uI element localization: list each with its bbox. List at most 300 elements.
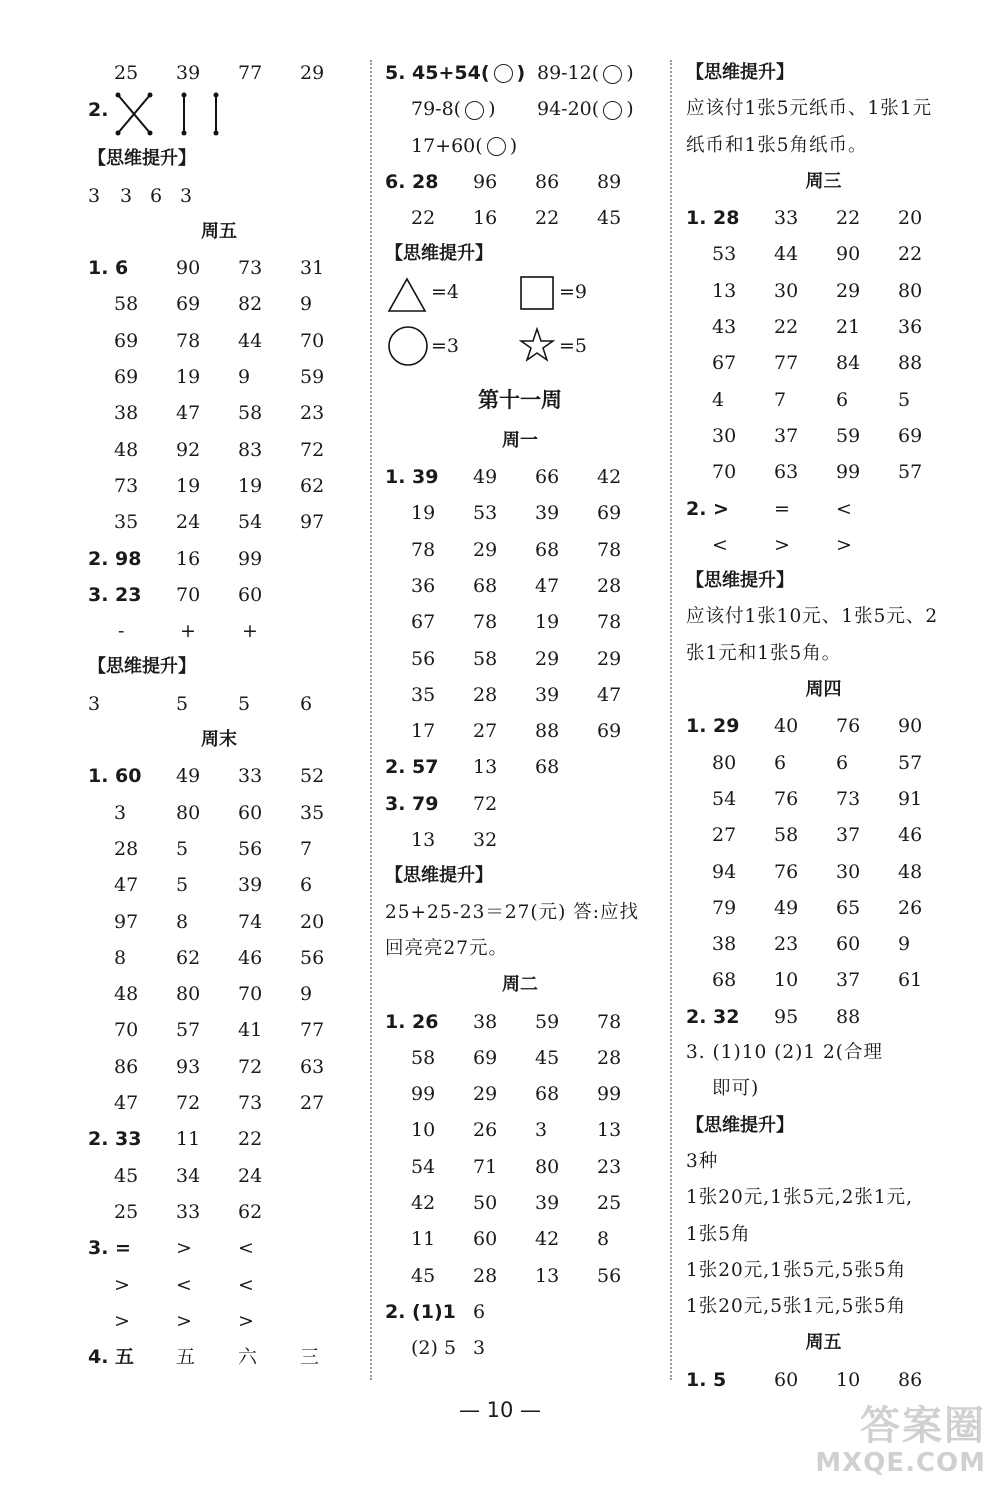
answer-row: 4. 五 五 六 三: [88, 1346, 320, 1369]
answer-value: 69: [114, 366, 139, 389]
answer-value: 4: [712, 388, 725, 411]
answer-value: 31: [300, 257, 325, 280]
answer-value: 40: [774, 715, 799, 738]
answer-value: 65: [836, 896, 861, 919]
answer-value: 8: [114, 946, 127, 969]
answer-value: 80: [176, 983, 201, 1006]
answer-value: 28: [597, 1046, 622, 1069]
section-heading: 【思维提升】: [385, 865, 493, 887]
section-heading: 【思维提升】: [385, 243, 493, 265]
section-heading: 【思维提升】: [88, 148, 196, 170]
answer-value: 9: [898, 933, 911, 956]
answer-value: 35: [411, 683, 436, 706]
day-heading: 周五: [201, 220, 237, 242]
answer-value: <: [238, 1237, 254, 1260]
answer-row: [385, 568, 655, 604]
answer-value: 57: [176, 1019, 201, 1042]
answer-value: 44: [238, 329, 263, 352]
answer-row: [88, 286, 350, 322]
answer-value: 24: [176, 511, 201, 534]
answer-value: 2. 33: [88, 1128, 142, 1151]
answer-value: 9: [300, 293, 313, 316]
answer-value: 5: [176, 837, 189, 860]
answer-grid: [385, 459, 655, 749]
answer-row: 2. 32 95 88: [686, 1005, 861, 1028]
answer-value: 13: [712, 279, 737, 302]
answer-value: 58: [411, 1046, 436, 1069]
answer-value: 46: [898, 824, 923, 847]
explanation-text: 应该付1张10元、1张5元、2: [686, 606, 939, 628]
answer-value: 7: [300, 837, 313, 860]
answer-value: 72: [176, 1092, 201, 1115]
answer-value: 44: [774, 243, 799, 266]
answer-row: [88, 795, 350, 831]
answer-value: 76: [774, 860, 799, 883]
answer-row: [385, 1040, 655, 1076]
answer-row: [88, 1012, 350, 1048]
answer-value: 19: [176, 366, 201, 389]
answer-value: 29: [473, 1083, 498, 1106]
answer-value: 59: [535, 1010, 560, 1033]
circle-blank-icon: [487, 137, 506, 156]
answer-row: [686, 491, 961, 527]
answer-value: 1. 60: [88, 765, 142, 788]
page-number: — 10 —: [458, 1398, 542, 1422]
answer-row: [385, 604, 655, 640]
answer-value: 38: [712, 933, 737, 956]
answer-value: 39: [238, 874, 263, 897]
answer-value: 37: [774, 424, 799, 447]
explanation-text: 张1元和1张5角。: [686, 642, 842, 664]
answer-value: 19: [176, 474, 201, 497]
answer-value: 90: [898, 715, 923, 738]
answer-value: 69: [898, 424, 923, 447]
answer-row: [88, 359, 350, 395]
answer-value: 36: [898, 316, 923, 339]
week-title: 第十一周: [478, 387, 562, 412]
answer-value: 30: [836, 860, 861, 883]
answer-value: 68: [535, 1083, 560, 1106]
answer-row: 79-8( ) 94-20( ): [411, 98, 634, 121]
circle-icon: [387, 325, 429, 367]
answer-value: 68: [473, 574, 498, 597]
answer-value: 58: [114, 293, 139, 316]
answer-value: 25: [114, 1200, 139, 1223]
answer-value: 32: [473, 829, 498, 852]
answer-value: 27: [473, 720, 498, 743]
answer-value: 52: [300, 765, 325, 788]
answer-value: 76: [774, 787, 799, 810]
answer-value: 73: [114, 474, 139, 497]
answer-value: 6. 28: [385, 170, 439, 193]
answer-value: 24: [238, 1164, 263, 1187]
answer-value: 70: [114, 1019, 139, 1042]
answer-row: 5. 45+54( ) 89-12( ): [385, 62, 634, 84]
square-icon: [519, 275, 555, 311]
answer-value: 8: [176, 910, 189, 933]
answer-value: 41: [238, 1019, 263, 1042]
answer-value: 57: [898, 461, 923, 484]
answer-value: 1. 26: [385, 1010, 439, 1033]
answer-value: 29: [473, 538, 498, 561]
answer-row: 1. 5 60 10 86: [686, 1368, 923, 1391]
answer-row: [88, 432, 350, 468]
answer-row: [88, 504, 350, 540]
day-heading: 周二: [502, 974, 538, 996]
answer-value: 46: [238, 946, 263, 969]
answer-value: 48: [898, 860, 923, 883]
day-heading: 周三: [805, 170, 842, 192]
answer-value: 80: [535, 1155, 560, 1178]
answer-row: [88, 831, 350, 867]
answer-value: 78: [597, 611, 622, 634]
answer-value: 97: [300, 511, 325, 534]
answer-value: 60: [473, 1228, 498, 1251]
answer-row: 3 5 5 6: [88, 692, 313, 715]
answer-row: [88, 1194, 350, 1230]
answer-value: 22: [411, 207, 436, 230]
answer-row: [88, 468, 350, 504]
answer-value: 42: [597, 466, 622, 489]
answer-value: 49: [774, 896, 799, 919]
answer-value: 54: [238, 511, 263, 534]
answer-value: >: [114, 1273, 130, 1296]
answer-value: 49: [473, 466, 498, 489]
answer-value: 3: [114, 801, 127, 824]
answer-value: 91: [898, 787, 923, 810]
answer-value: 22: [836, 207, 861, 230]
answer-grid: [686, 491, 961, 564]
answer-value: 47: [597, 683, 622, 706]
answer-value: 23: [300, 402, 325, 425]
answer-value: 35: [300, 801, 325, 824]
answer-value: 30: [774, 279, 799, 302]
answer-value: 93: [176, 1055, 201, 1078]
answer-value: 54: [411, 1155, 436, 1178]
answer-value: 80: [898, 279, 923, 302]
answer-value: 6: [300, 874, 313, 897]
explanation-text: 1张20元,5张1元,5张5角: [686, 1296, 907, 1318]
answer-value: 83: [238, 438, 263, 461]
answer-value: 19: [238, 474, 263, 497]
answer-value: 1. 6: [88, 257, 129, 280]
answer-value: 73: [238, 257, 263, 280]
answer-value: 79: [712, 896, 737, 919]
answer-row: [385, 532, 655, 568]
answer-value: 77: [300, 1019, 325, 1042]
answer-value: 78: [411, 538, 436, 561]
answer-row: [686, 273, 961, 309]
explanation-text: 1张5角: [686, 1223, 751, 1245]
day-heading: 周五: [805, 1332, 842, 1354]
answer-row: [686, 890, 961, 926]
answer-value: 29: [597, 647, 622, 670]
answer-row: 3. 23 70 60: [88, 583, 263, 606]
answer-row: [686, 817, 961, 853]
answer-value: 13: [597, 1119, 622, 1142]
watermark-logo: 答案圈 MXQE.COM: [815, 1403, 986, 1478]
star-icon: [519, 327, 555, 363]
answer-value: 5: [176, 874, 189, 897]
answer-value: 82: [238, 293, 263, 316]
explanation-text: 即可): [712, 1078, 760, 1100]
answer-value: 1. 29: [686, 715, 740, 738]
answer-value: 42: [411, 1192, 436, 1215]
answer-row: [686, 309, 961, 345]
answer-value: 56: [597, 1264, 622, 1287]
answer-value: 28: [473, 1264, 498, 1287]
answer-value: 61: [898, 969, 923, 992]
answer-value: >: [114, 1309, 130, 1332]
answer-value: 11: [176, 1128, 201, 1151]
answer-value: 71: [473, 1155, 498, 1178]
answer-value: 69: [597, 502, 622, 525]
explanation-text: 纸币和1张5角纸币。: [686, 134, 868, 156]
answer-value: 28: [473, 683, 498, 706]
answer-value: 80: [176, 801, 201, 824]
answer-value: <: [238, 1273, 254, 1296]
answer-row: [385, 1258, 655, 1294]
answer-row: [385, 1112, 655, 1148]
answer-value: 6: [836, 751, 849, 774]
answer-value: 77: [774, 352, 799, 375]
answer-value: 62: [238, 1200, 263, 1223]
explanation-text: 1张20元,1张5元,5张5角: [686, 1259, 907, 1281]
answer-value: 63: [300, 1055, 325, 1078]
answer-value: 9: [300, 983, 313, 1006]
column-divider: [670, 60, 672, 1380]
answer-row: 2. (1)1 6: [385, 1300, 486, 1323]
day-heading: 周末: [201, 729, 237, 751]
answer-row: [88, 1158, 350, 1194]
answer-value: 2. >: [686, 497, 729, 520]
explanation-text: 回亮亮27元。: [385, 937, 509, 959]
answer-row: [385, 677, 655, 713]
answer-value: 56: [411, 647, 436, 670]
answer-value: 92: [176, 438, 201, 461]
explanation-text: 3种: [686, 1150, 719, 1172]
answer-value: 76: [836, 715, 861, 738]
answer-value: 96: [473, 170, 498, 193]
answer-row: [385, 200, 655, 236]
answer-value: =: [774, 497, 790, 520]
answer-value: 20: [300, 910, 325, 933]
answer-value: 26: [473, 1119, 498, 1142]
answer-row: [686, 454, 961, 490]
answer-value: 3. =: [88, 1237, 131, 1260]
answer-value: 27: [300, 1092, 325, 1115]
answer-row: [385, 641, 655, 677]
answer-row: 17+60( ): [411, 134, 518, 157]
answer-value: 90: [176, 257, 201, 280]
answer-value: 78: [597, 538, 622, 561]
answer-value: 25: [597, 1192, 622, 1215]
answer-value: 39: [535, 683, 560, 706]
answer-row: [385, 1185, 655, 1221]
answer-value: 36: [411, 574, 436, 597]
answer-row: [385, 1221, 655, 1257]
answer-row: [686, 962, 961, 998]
answer-value: 60: [238, 801, 263, 824]
answer-value: 33: [774, 207, 799, 230]
answer-row: [686, 527, 961, 563]
answer-value: 3: [535, 1119, 548, 1142]
answer-value: 99: [411, 1083, 436, 1106]
answer-value: 37: [836, 969, 861, 992]
answer-value: 78: [473, 611, 498, 634]
answer-value: 70: [712, 461, 737, 484]
answer-row: [385, 1004, 655, 1040]
answer-value: 94: [712, 860, 737, 883]
answer-grid: [686, 708, 961, 998]
answer-value: 33: [176, 1200, 201, 1223]
answer-value: 45: [597, 207, 622, 230]
answer-row: [88, 1049, 350, 1085]
explanation-text: 25+25-23＝27(元) 答:应找: [385, 901, 639, 923]
answer-row: [686, 382, 961, 418]
answer-value: 45: [411, 1264, 436, 1287]
answer-row: [686, 708, 961, 744]
explanation-text: 1张20元,1张5元,2张1元,: [686, 1187, 914, 1209]
answer-value: 22: [774, 316, 799, 339]
answer-row: [88, 395, 350, 431]
answer-row: [686, 345, 961, 381]
answer-value: 30: [712, 424, 737, 447]
answer-row: [385, 495, 655, 531]
matching-lines-figure: 2.: [88, 91, 350, 141]
answer-row: [686, 745, 961, 781]
answer-row: [88, 976, 350, 1012]
answer-value: 26: [898, 896, 923, 919]
answer-value: 62: [176, 946, 201, 969]
answer-value: 50: [473, 1192, 498, 1215]
answer-value: 72: [300, 438, 325, 461]
answer-value: 57: [898, 751, 923, 774]
answer-row: [686, 418, 961, 454]
answer-value: 60: [836, 933, 861, 956]
answer-value: 99: [836, 461, 861, 484]
answer-row: [686, 781, 961, 817]
answer-row: 2. 57 13 68: [385, 756, 560, 779]
section-heading: 【思维提升】: [686, 570, 794, 592]
answer-grid: [88, 1121, 350, 1230]
answer-row: (2) 5 3: [411, 1337, 486, 1360]
answer-value: 29: [535, 647, 560, 670]
answer-value: 97: [114, 910, 139, 933]
answer-value: 69: [114, 329, 139, 352]
answer-grid: [385, 1004, 655, 1294]
answer-value: 8: [597, 1228, 610, 1251]
answer-value: 86: [114, 1055, 139, 1078]
circle-blank-icon: [494, 64, 513, 83]
answer-value: 68: [712, 969, 737, 992]
answer-value: 17: [411, 720, 436, 743]
answer-value: 45: [114, 1164, 139, 1187]
answer-value: 42: [535, 1228, 560, 1251]
day-heading: 周四: [805, 679, 842, 701]
answer-value: >: [238, 1309, 254, 1332]
answer-value: 58: [473, 647, 498, 670]
answer-value: 45: [535, 1046, 560, 1069]
answer-row: [88, 1230, 350, 1266]
answer-row: [385, 164, 655, 200]
triangle-icon: [387, 277, 427, 313]
answer-value: 27: [712, 824, 737, 847]
shape-answers: =4 =9: [385, 273, 655, 325]
answer-value: 88: [535, 720, 560, 743]
answer-value: 53: [473, 502, 498, 525]
answer-value: 88: [898, 352, 923, 375]
answer-value: 38: [473, 1010, 498, 1033]
answer-value: 21: [836, 316, 861, 339]
answer-value: 22: [535, 207, 560, 230]
answer-row: [385, 713, 655, 749]
answer-value: 47: [114, 1092, 139, 1115]
answer-value: 67: [411, 611, 436, 634]
answer-row: [88, 867, 350, 903]
answer-value: 70: [238, 983, 263, 1006]
answer-value: 39: [535, 1192, 560, 1215]
answer-value: 9: [238, 366, 251, 389]
answer-row: 3 3 6 3: [88, 184, 193, 207]
answer-row: [88, 1303, 350, 1339]
answer-value: 47: [535, 574, 560, 597]
answer-value: >: [836, 533, 852, 556]
section-heading: 【思维提升】: [88, 656, 196, 678]
day-heading: 周一: [502, 429, 538, 451]
answer-value: 59: [836, 424, 861, 447]
circle-blank-icon: [603, 65, 622, 84]
section-heading: 【思维提升】: [686, 62, 794, 83]
answer-grid: [385, 164, 655, 237]
answer-value: 74: [238, 910, 263, 933]
circle-blank-icon: [603, 101, 622, 120]
answer-value: 78: [176, 329, 201, 352]
answer-value: 6: [774, 751, 787, 774]
answer-value: 66: [535, 466, 560, 489]
answer-row: [385, 822, 655, 858]
answer-grid: [385, 786, 655, 859]
answer-value: 67: [712, 352, 737, 375]
answer-row: [686, 200, 961, 236]
answer-value: 56: [300, 946, 325, 969]
shape-answers: =3 =5: [385, 325, 655, 377]
answer-value: 69: [176, 293, 201, 316]
answer-value: 89: [597, 170, 622, 193]
answer-value: 73: [238, 1092, 263, 1115]
answer-value: 59: [300, 366, 325, 389]
answer-value: 39: [535, 502, 560, 525]
answer-row: [88, 758, 350, 794]
answer-value: 38: [114, 402, 139, 425]
answer-value: 99: [597, 1083, 622, 1106]
answer-value: 69: [473, 1046, 498, 1069]
explanation-text: 应该付1张5元纸币、1张1元: [686, 98, 933, 120]
answer-grid: [686, 200, 961, 490]
answer-value: 78: [597, 1010, 622, 1033]
answer-value: 47: [114, 874, 139, 897]
answer-value: 19: [411, 502, 436, 525]
answer-row: [385, 1149, 655, 1185]
answer-column-1: [88, 55, 350, 1375]
answer-row: - + +: [118, 620, 258, 643]
answer-value: <: [176, 1273, 192, 1296]
answer-grid: [88, 250, 350, 540]
answer-row: [88, 1267, 350, 1303]
answer-value: 72: [238, 1055, 263, 1078]
column-divider: [370, 60, 372, 1380]
answer-value: 90: [836, 243, 861, 266]
